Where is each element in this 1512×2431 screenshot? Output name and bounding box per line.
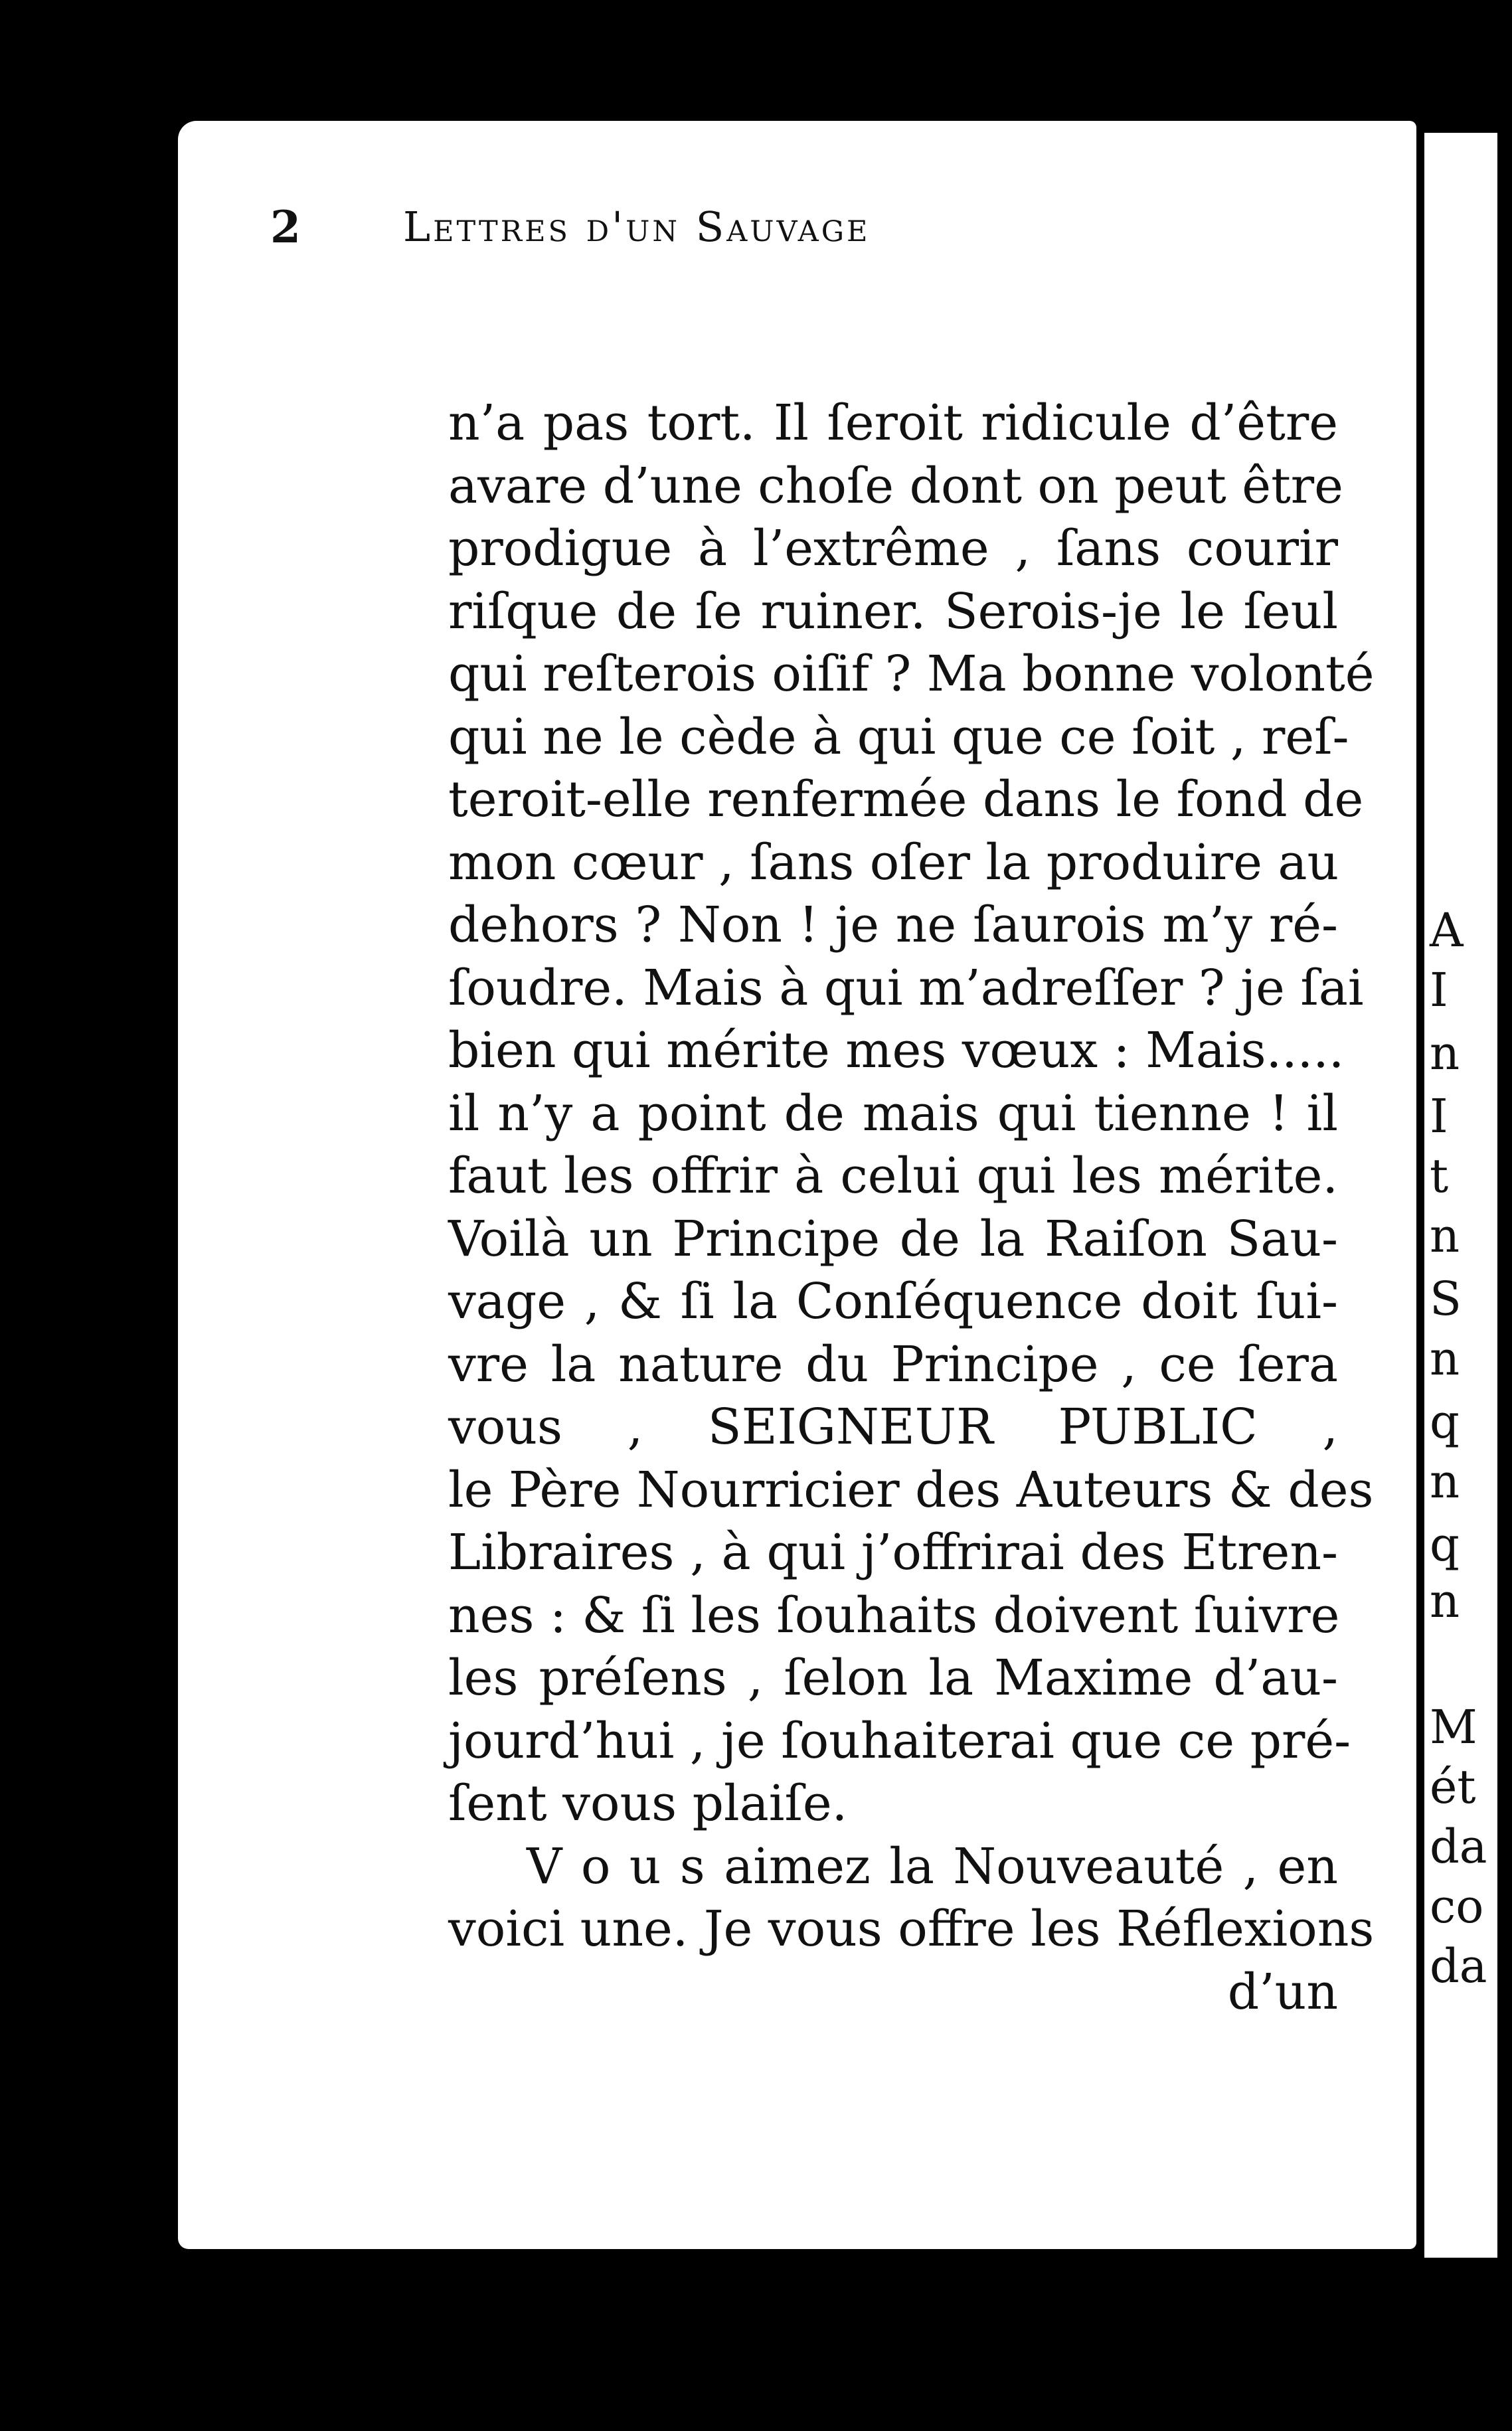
running-head: Lettres d'un Sauvage bbox=[403, 203, 871, 251]
page-header bbox=[270, 194, 1140, 260]
text-line: il n’y a point de mais qui tienne ! il bbox=[448, 1084, 1338, 1142]
text-line: n’a pas tort. Il ſeroit ridicule d’être bbox=[448, 394, 1338, 452]
adjacent-fragment: A bbox=[1430, 903, 1464, 958]
text-line: le Père Nourricier des Auteurs & des bbox=[448, 1461, 1374, 1519]
text-line: ſoudre. Mais à qui m’adreſſer ? je ſai bbox=[448, 959, 1364, 1017]
adjacent-fragment: n bbox=[1430, 1026, 1460, 1080]
text-line: vre la nature du Principe , ce ſera bbox=[448, 1335, 1338, 1393]
text-line: prodigue à l’extrême , ſans courir bbox=[448, 520, 1338, 577]
text-line: vage , & ſi la Conſéquence doit ſui- bbox=[448, 1273, 1338, 1330]
adjacent-fragment: M bbox=[1430, 1700, 1477, 1754]
adjacent-fragment: q bbox=[1430, 1394, 1460, 1449]
adjacent-fragment: n bbox=[1430, 1331, 1460, 1386]
text-line: dehors ? Non ! je ne ſaurois m’y ré- bbox=[448, 896, 1338, 954]
adjacent-fragment: da bbox=[1430, 1819, 1487, 1874]
text-line: qui reſterois oiſif ? Ma bonne volonté bbox=[448, 645, 1375, 703]
text-line: vous , SEIGNEUR PUBLIC , bbox=[448, 1398, 1338, 1456]
adjacent-fragment: S bbox=[1430, 1272, 1462, 1326]
text-line: les préſens , ſelon la Maxime d’au- bbox=[448, 1649, 1338, 1707]
adjacent-fragment: n bbox=[1430, 1454, 1460, 1509]
adjacent-fragment: q bbox=[1430, 1517, 1460, 1572]
adjacent-fragment: ét bbox=[1430, 1760, 1476, 1814]
text-line: Libraires , à qui j’offrirai des Etren- bbox=[448, 1524, 1338, 1581]
text-line: avare d’une choſe dont on peut être bbox=[448, 457, 1343, 515]
adjacent-fragment: I bbox=[1430, 1089, 1448, 1143]
text-line: teroit-elle renfermée dans le fond de bbox=[448, 771, 1364, 828]
text-line: riſque de ſe ruiner. Serois-je le ſeul bbox=[448, 582, 1338, 640]
text-line: voici une. Je vous offre les Réflexions bbox=[448, 1900, 1375, 1958]
text-line: jourd’hui , je ſouhaiterai que ce pré- bbox=[448, 1712, 1351, 1770]
adjacent-fragment: co bbox=[1430, 1879, 1484, 1934]
text-line: mon cœur , ſans oſer la produire au bbox=[448, 833, 1339, 891]
adjacent-fragment: n bbox=[1430, 1574, 1460, 1628]
text-line: ſent vous plaiſe. bbox=[448, 1775, 848, 1832]
adjacent-fragment: I bbox=[1430, 963, 1448, 1017]
text-line: nes : & ſi les ſouhaits doivent ſuivre bbox=[448, 1586, 1340, 1644]
text-line: V o u s aimez la Nouveauté , en bbox=[527, 1837, 1338, 1895]
adjacent-page-edge bbox=[1424, 133, 1497, 2258]
text-line: bien qui mérite mes vœux : Mais..... bbox=[448, 1022, 1345, 1079]
text-line: Voilà un Principe de la Raiſon Sau- bbox=[448, 1210, 1338, 1268]
text-line: qui ne le cède à qui que ce ſoit , reſ- bbox=[448, 708, 1349, 766]
catchword: d’un bbox=[1227, 1963, 1338, 2021]
text-line: faut les offrir à celui qui les mérite. bbox=[448, 1147, 1338, 1205]
adjacent-fragment: t bbox=[1430, 1149, 1449, 1203]
adjacent-fragment: n bbox=[1430, 1209, 1460, 1263]
body-text bbox=[448, 392, 1375, 2023]
adjacent-fragment: da bbox=[1430, 1939, 1487, 1993]
page-number: 2 bbox=[270, 201, 301, 253]
